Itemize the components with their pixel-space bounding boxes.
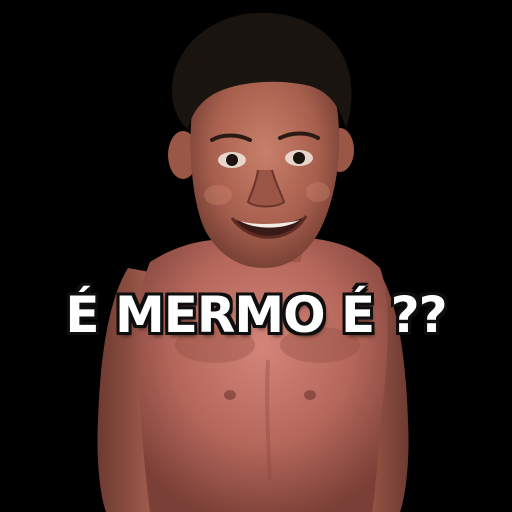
torso (137, 238, 388, 512)
meme-caption: É MERMO É ?? (65, 286, 447, 344)
